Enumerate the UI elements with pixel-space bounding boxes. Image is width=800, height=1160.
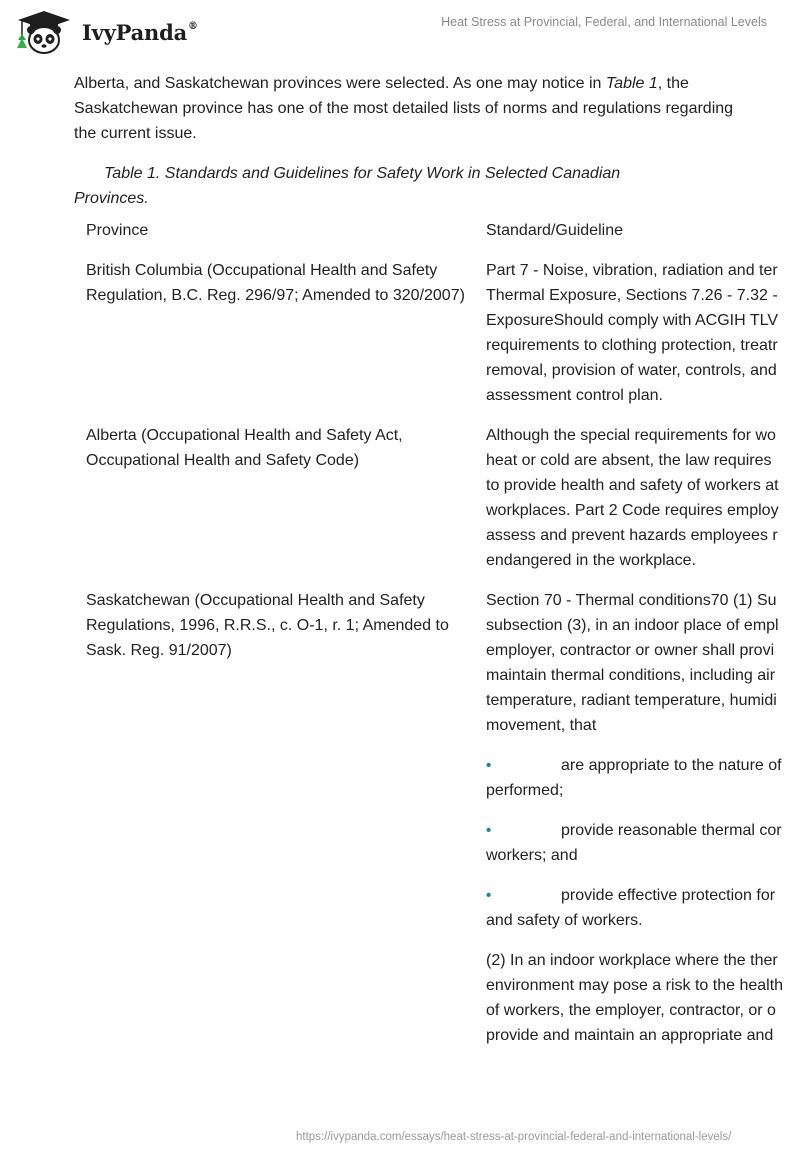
table-caption: Table 1. Standards and Guidelines for Safety Work in Selected Canadian Provinces.: [74, 165, 621, 207]
cell-paragraph: [486, 948, 800, 1048]
bullet-text: are appropriate to the nature of: [561, 757, 782, 774]
column-header-province: Province: [86, 222, 149, 239]
cell-line: removal, provision of water, controls, and: [486, 362, 777, 379]
table-row: [74, 423, 800, 573]
bullet-text: performed;: [486, 782, 564, 799]
cell-line: Part 7 - Noise, vibration, radiation and ter: [486, 262, 778, 279]
province-cell: Alberta (Occupational Health and Safety Act, Occupational Health and Safety Code): [86, 427, 403, 469]
list-item: [486, 883, 800, 933]
list-item: [486, 818, 800, 868]
bullet-text: workers; and: [486, 847, 578, 864]
bullet-text: and safety of workers.: [486, 912, 643, 929]
cell-line: employer, contractor or owner shall provi: [486, 642, 775, 659]
cell-line: heat or cold are absent, the law requires: [486, 452, 772, 469]
cell-line: assessment control plan.: [486, 387, 663, 404]
table-row: [74, 258, 800, 408]
standard-cell: [486, 423, 800, 573]
cell-line: movement, that: [486, 717, 597, 734]
cell-line: assess and prevent hazards employees r: [486, 527, 778, 544]
bullet-icon: •: [486, 757, 492, 774]
cell-line: workplaces. Part 2 Code requires employ: [486, 502, 779, 519]
bullet-text: provide effective protection for: [561, 887, 776, 904]
cell-paragraph: [486, 588, 800, 738]
panda-graduate-icon: [14, 8, 76, 56]
list-item: [486, 753, 800, 803]
cell-line: endangered in the workplace.: [486, 552, 696, 569]
standard-cell: [486, 588, 800, 1048]
cell-line: Although the special requirements for wo: [486, 427, 776, 444]
source-url-link[interactable]: https://ivypanda.com/essays/heat-stress-at-provincial-federal-and-international-levels/: [296, 1131, 732, 1143]
document-title: Heat Stress at Provincial, Federal, and International Levels: [441, 15, 767, 29]
table-header-row: [74, 218, 800, 243]
table-row: [74, 588, 800, 1048]
standards-table: [74, 218, 800, 1063]
cell-line: ExposureShould comply with ACGIH TLV: [486, 312, 778, 329]
essay-body: [74, 71, 734, 211]
page-header: [0, 0, 800, 62]
province-cell: Saskatchewan (Occupational Health and Safety Regulations, 1996, R.R.S., c. O-1, r. 1; Amended to Sask. Reg. 91/2007): [86, 592, 449, 659]
brand-logo[interactable]: [14, 8, 198, 56]
intro-paragraph: Alberta, and Saskatchewan provinces were selected. As one may notice in Table 1, the Saskatchewan province has one of the most detailed lists of norms and regulations regarding the current issue.: [74, 75, 734, 142]
cell-line: subsection (3), in an indoor place of empl: [486, 617, 779, 634]
cell-line: of workers, the employer, contractor, or o: [486, 1002, 776, 1019]
province-cell: British Columbia (Occupational Health and Safety Regulation, B.C. Reg. 296/97; Amended to 320/2007): [86, 262, 465, 304]
cell-line: environment may pose a risk to the health: [486, 977, 784, 994]
cell-line: maintain thermal conditions, including air: [486, 667, 776, 684]
cell-line: (2) In an indoor workplace where the ther: [486, 952, 778, 969]
cell-line: temperature, radiant temperature, humidi: [486, 692, 777, 709]
column-header-standard: Standard/Guideline: [486, 222, 623, 239]
brand-name: IvyPanda®: [82, 19, 198, 45]
cell-line: Section 70 - Thermal conditions70 (1) Su: [486, 592, 777, 609]
bullet-icon: •: [486, 822, 492, 839]
bullet-text: provide reasonable thermal cor: [561, 822, 782, 839]
cell-line: to provide health and safety of workers at: [486, 477, 779, 494]
cell-line: Thermal Exposure, Sections 7.26 - 7.32 -: [486, 287, 778, 304]
bullet-icon: •: [486, 887, 492, 904]
cell-line: provide and maintain an appropriate and: [486, 1027, 774, 1044]
standard-cell: [486, 258, 800, 408]
cell-line: requirements to clothing protection, treatr: [486, 337, 778, 354]
